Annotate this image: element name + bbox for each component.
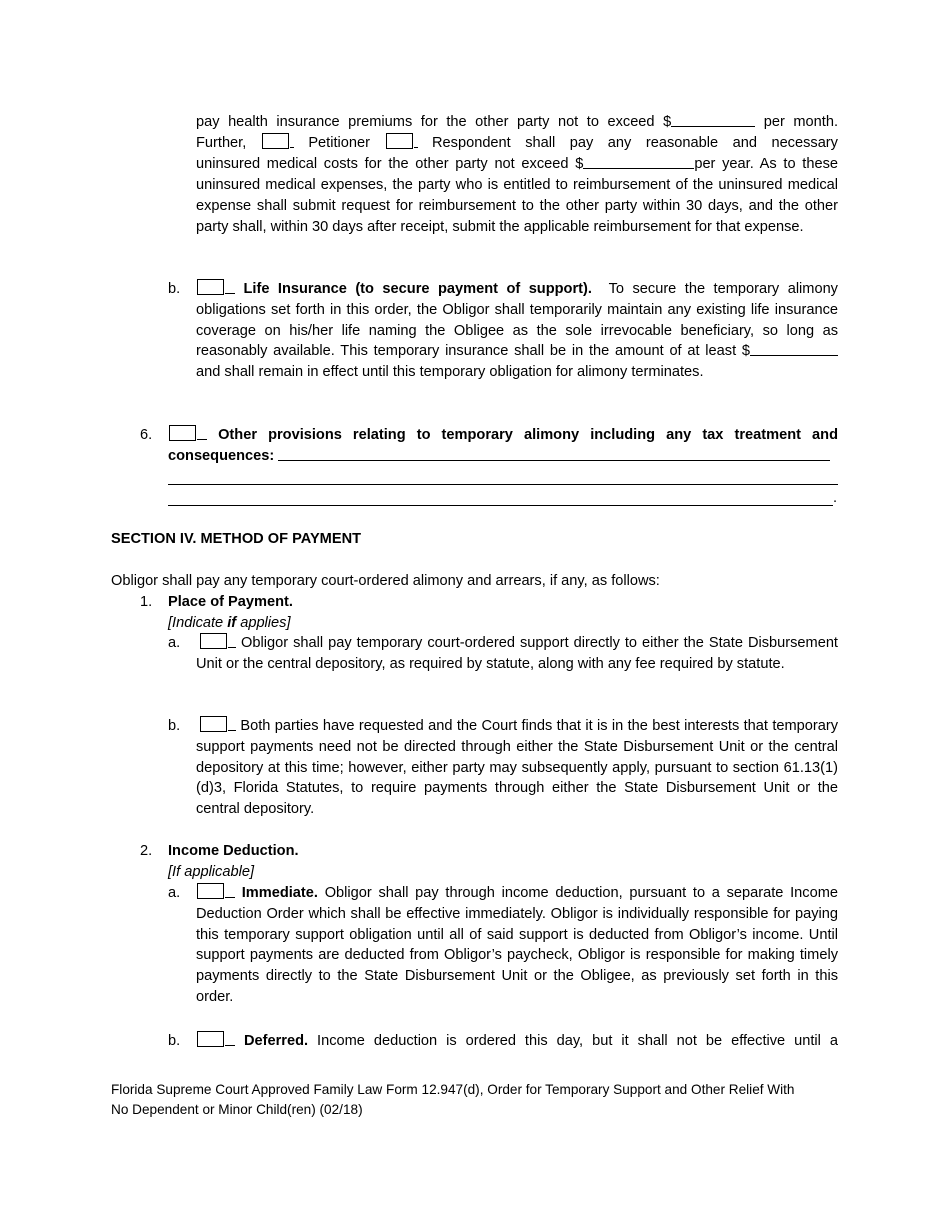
other-provisions-blank-2[interactable] bbox=[168, 484, 838, 485]
immediate-title: Immediate. bbox=[241, 885, 318, 901]
place-a-paragraph bbox=[196, 633, 838, 675]
petitioner-label: Petitioner bbox=[308, 135, 370, 151]
other-provisions-paragraph bbox=[168, 425, 838, 467]
other-number: 6. bbox=[140, 427, 153, 443]
section-iv-intro: Obligor shall pay any temporary court-ordered alimony and arrears, if any, as follows: bbox=[111, 573, 660, 589]
immediate-checkbox[interactable] bbox=[197, 883, 224, 899]
place-number: 1. bbox=[140, 594, 153, 610]
health-line-1 bbox=[196, 112, 838, 133]
footer-line-2: No Dependent or Minor Child(ren) (02/18) bbox=[111, 1102, 363, 1117]
further-text: Further, bbox=[196, 135, 247, 151]
section-iv-heading: SECTION IV. METHOD OF PAYMENT bbox=[111, 531, 362, 547]
life-insurance-text-1: To secure the temporary alimony obligations set forth in this order, the Obligor shall temporarily maintain any existing life insurance coverage on his/her life naming the Obligee as the sole irrevocable beneficiary, so long as reasonably available. This temporary insurance shall be in the amount of at least $ bbox=[196, 281, 838, 360]
income-b-letter: b. bbox=[168, 1033, 181, 1049]
income-a-paragraph bbox=[196, 883, 838, 1008]
income-title: Income Deduction. bbox=[168, 843, 299, 859]
life-insurance-title: Life Insurance (to secure payment of support). bbox=[243, 281, 592, 297]
place-b-paragraph bbox=[196, 716, 838, 820]
life-insurance-checkbox[interactable] bbox=[197, 279, 224, 295]
petitioner-checkbox[interactable] bbox=[262, 133, 289, 149]
deferred-checkbox[interactable] bbox=[197, 1031, 224, 1047]
other-provisions-title: Other provisions relating to temporary alimony including any tax treatment and consequences: bbox=[168, 427, 838, 464]
premium-amount-blank[interactable] bbox=[671, 112, 755, 127]
income-a-letter: a. bbox=[168, 885, 181, 901]
health-rest: uninsured medical expenses, the party who is entitled to reimbursement of the uninsured medical expense shall submit request for reimbursement to the other party within 30 days, and the other party shall, within 30 days after receipt, submit the applicable reimbursement for that expense. bbox=[196, 177, 838, 235]
place-title: Place of Payment. bbox=[168, 594, 293, 610]
immediate-text: Obligor shall pay through income deduction, pursuant to a separate Income Deduction Order which shall be effective immediately. Obligor is individually responsible for paying this temporary support obligation until all of said support is deducted from Obligor’s income. Until support payments are deducted from Obligor’s paycheck, Obligor is responsible for making timely payments directly to the State Disbursement Unit or the Obligee, as previously set forth in this order. bbox=[196, 885, 838, 1005]
health-line-1-end: per month. bbox=[763, 114, 838, 130]
deferred-text: Income deduction is ordered this day, but it shall not be effective until a bbox=[317, 1033, 838, 1049]
health-line-3-end: per year. As to these bbox=[694, 156, 838, 172]
life-insurance-paragraph bbox=[196, 279, 838, 383]
income-note: [If applicable] bbox=[168, 864, 254, 880]
place-b-text: Both parties have requested and the Court finds that it is in the best interests that temporary support payments need not be directed through either the State Disbursement Unit or the central depository at this time; however, either party may subsequently apply, pursuant to section 61.13(1)(d)3, Florida Statutes, to require payments through either the State Disbursement Unit or the central depository. bbox=[196, 718, 839, 818]
place-a-checkbox[interactable] bbox=[200, 633, 227, 649]
other-end-period: . bbox=[833, 490, 838, 506]
place-b-checkbox[interactable] bbox=[200, 716, 227, 732]
health-line-3-text: uninsured medical costs for the other party not exceed $ bbox=[196, 156, 584, 172]
other-provisions-blank-1[interactable] bbox=[278, 446, 830, 461]
place-a-letter: a. bbox=[168, 635, 181, 651]
health-line-2 bbox=[196, 133, 838, 154]
income-b-paragraph bbox=[196, 1031, 838, 1052]
other-provisions-checkbox[interactable] bbox=[169, 425, 196, 441]
respondent-checkbox[interactable] bbox=[386, 133, 413, 149]
place-note: [Indicate if applies] bbox=[168, 615, 291, 631]
life-insurance-text-2: and shall remain in effect until this temporary obligation for alimony terminates. bbox=[196, 364, 704, 381]
footer-line-1: Florida Supreme Court Approved Family Law Form 12.947(d), Order for Temporary Support and Other Relief With bbox=[111, 1082, 795, 1097]
uninsured-amount-blank[interactable] bbox=[583, 154, 694, 169]
health-line-3 bbox=[196, 154, 838, 175]
life-letter: b. bbox=[168, 281, 181, 297]
health-line-1-text: pay health insurance premiums for the other party not to exceed $ bbox=[196, 114, 672, 130]
health-line-2-text: Respondent shall pay any reasonable and necessary bbox=[432, 135, 838, 151]
life-insurance-amount-blank[interactable] bbox=[750, 341, 838, 356]
place-a-text: Obligor shall pay temporary court-ordered support directly to either the State Disbursement Unit or the central depository, as required by statute, along with any fee required by statute. bbox=[196, 635, 838, 672]
other-provisions-blank-3[interactable] bbox=[168, 505, 833, 506]
income-number: 2. bbox=[140, 843, 153, 859]
place-b-letter: b. bbox=[168, 718, 181, 734]
deferred-title: Deferred. bbox=[243, 1033, 309, 1049]
